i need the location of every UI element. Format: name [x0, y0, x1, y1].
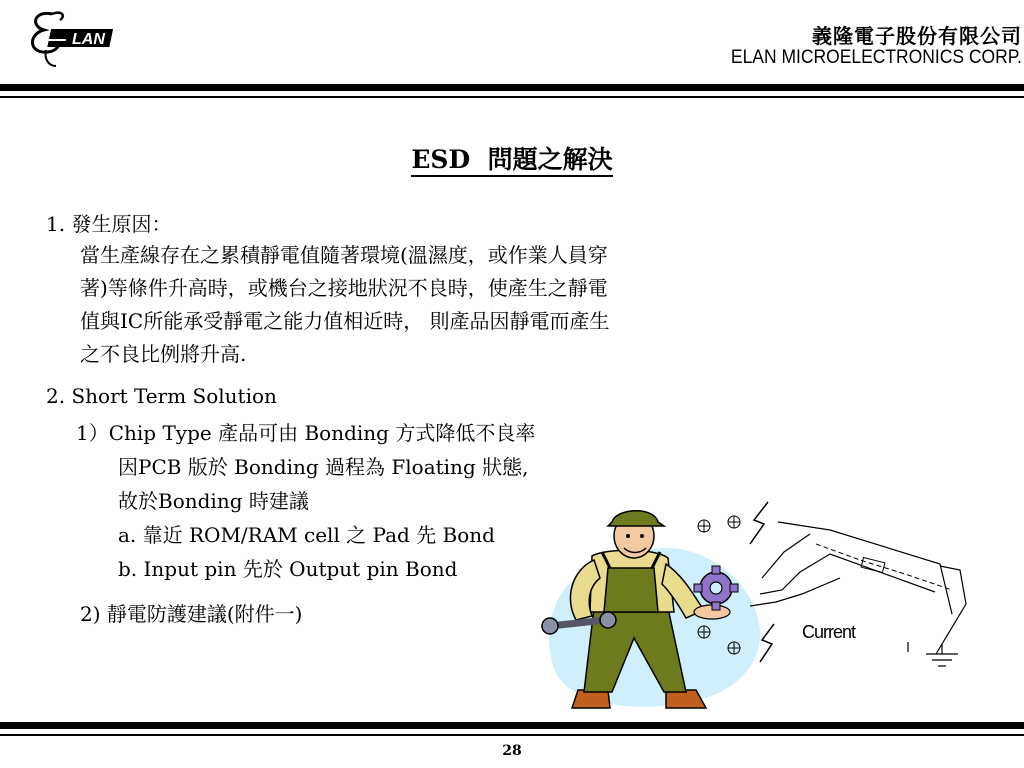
footer-rule-thin — [0, 734, 1024, 736]
section2-item-b: b. Input pin 先於 Output pin Bond — [118, 557, 458, 581]
esd-current-diagram — [690, 494, 1020, 674]
logo-text: LAN — [72, 31, 105, 48]
section2-sub1: 1）Chip Type 產品可由 Bonding 方式降低不良率 — [76, 421, 536, 445]
section2-item-a: a. 靠近 ROM/RAM cell 之 Pad 先 Bond — [118, 523, 495, 547]
section1-line: 當生產線存在之累積靜電值隨著環境(溫濕度，或作業人員穿 — [80, 243, 608, 267]
section2-sub1-line: 因PCB 版於 Bonding 過程為 Floating 狀態, — [118, 455, 529, 479]
header-rule-thin — [0, 96, 1024, 98]
page-number: 28 — [502, 743, 522, 759]
section1-heading: 1. 發生原因： — [46, 212, 172, 236]
company-name-chinese: 義隆電子股份有限公司 — [812, 24, 1022, 48]
current-label: Current — [802, 622, 856, 642]
elan-logo — [22, 6, 120, 72]
section1-line: 之不良比例將升高. — [80, 342, 247, 366]
section1-line: 著)等條件升高時，或機台之接地狀況不良時，使產生之靜電 — [80, 276, 608, 300]
section1-line: 值與IC所能承受靜電之能力值相近時， 則產品因靜電而產生 — [80, 309, 610, 333]
section2-sub2: 2) 靜電防護建議(附件一) — [80, 602, 303, 626]
title-prefix: ESD — [411, 145, 470, 177]
slide-title — [0, 140, 1024, 176]
section2-sub1-line: 故於Bonding 時建議 — [118, 489, 309, 513]
header-rule-thick — [0, 84, 1024, 91]
section2-heading: 2. Short Term Solution — [46, 384, 277, 408]
title-text: 問題之解決 — [487, 145, 613, 174]
footer-rule-thick — [0, 722, 1024, 729]
company-name-english: ELAN MICROELECTRONICS CORP. — [730, 47, 1022, 68]
